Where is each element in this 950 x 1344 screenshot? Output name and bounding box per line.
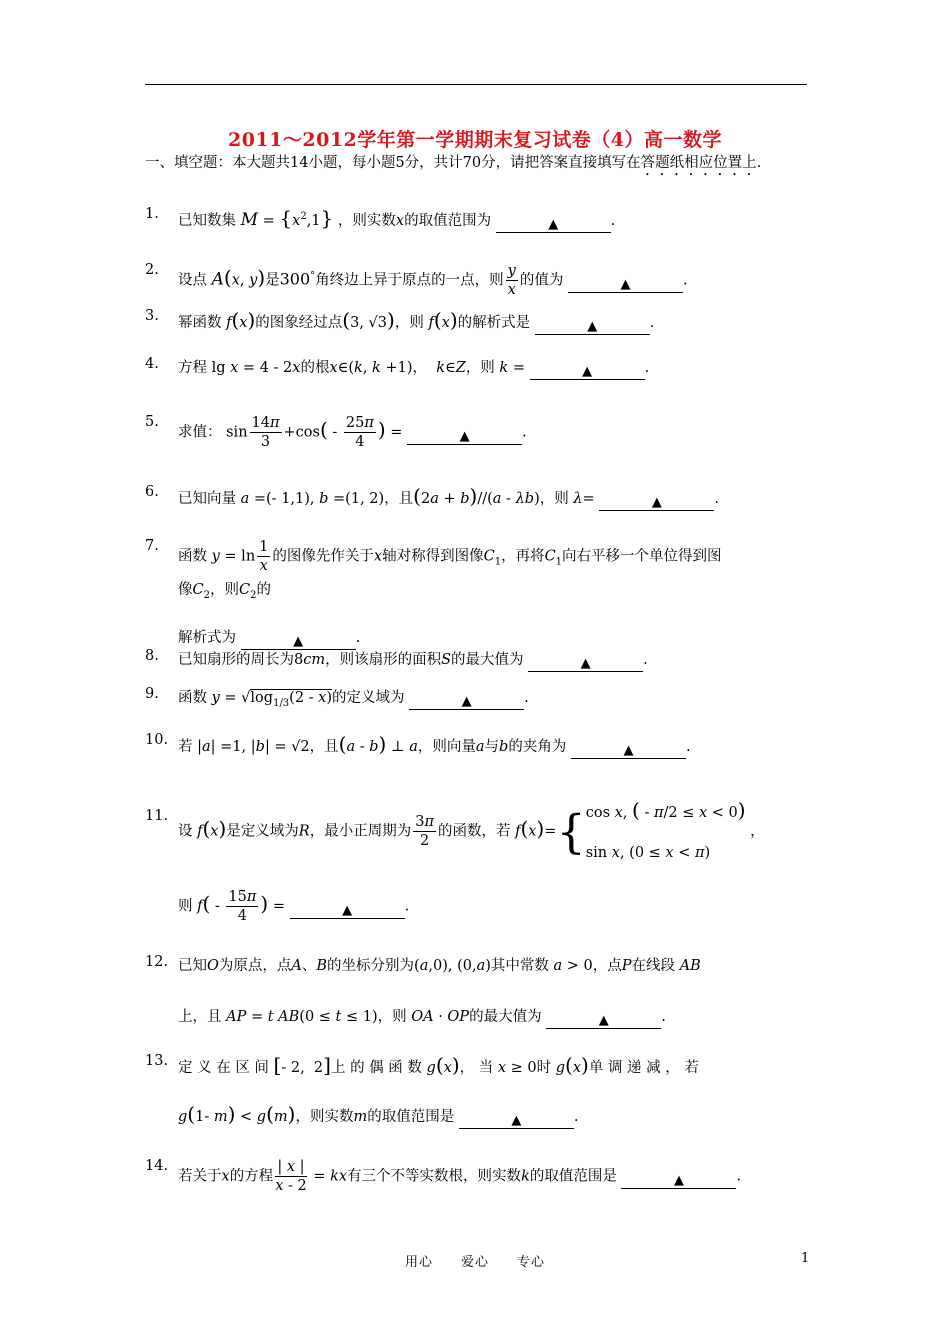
answer-blank[interactable]: ▲: [568, 276, 683, 293]
answer-blank[interactable]: ▲: [599, 494, 714, 511]
page-number: 1: [801, 1251, 810, 1266]
emphasis-text: 答题纸相应位置上: [640, 155, 757, 171]
answer-blank[interactable]: ▲: [621, 1172, 736, 1189]
page-title: 2011～2012学年第一学期期末复习试卷（4）高一数学: [228, 129, 722, 151]
answer-blank[interactable]: ▲: [290, 902, 405, 919]
answer-blank[interactable]: ▲: [496, 216, 611, 233]
answer-blank[interactable]: ▲: [571, 742, 686, 759]
header-rule: [145, 84, 807, 85]
answer-blank[interactable]: ▲: [241, 633, 356, 650]
answer-blank[interactable]: ▲: [535, 318, 650, 335]
answer-blank[interactable]: ▲: [528, 655, 643, 672]
answer-blank[interactable]: ▲: [407, 428, 522, 445]
section-intro: 一、填空题：本大题共14小题，每小题5分，共计70分，请把答案直接填写在答题纸相应位置上.: [145, 155, 762, 171]
answer-blank[interactable]: ▲: [546, 1012, 661, 1029]
answer-blank[interactable]: ▲: [459, 1112, 574, 1129]
answer-blank[interactable]: ▲: [409, 693, 524, 710]
answer-blank[interactable]: ▲: [530, 363, 645, 380]
footer-motto: 用心 爱心 专心: [404, 1255, 545, 1270]
